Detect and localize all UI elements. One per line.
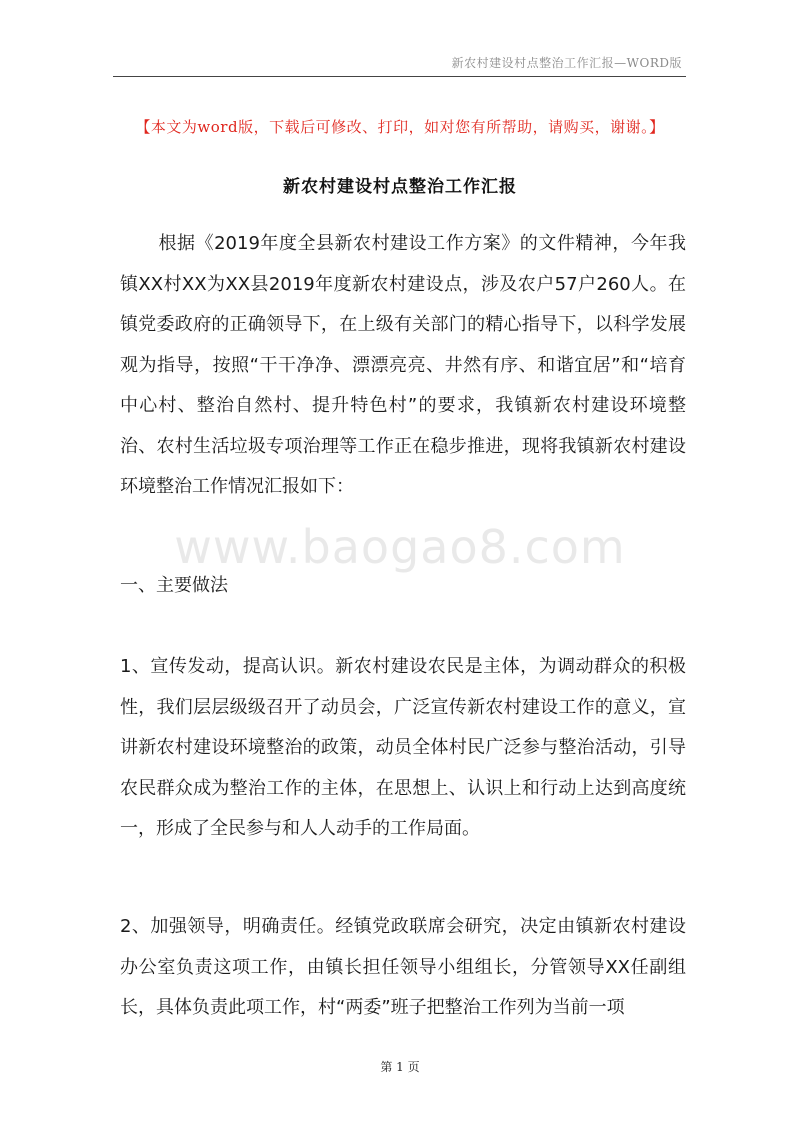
word-version-notice: 【本文为word版，下载后可修改、打印，如对您有所帮助，请购买，谢谢。】 — [135, 118, 665, 136]
item-2-paragraph: 2、加强领导，明确责任。经镇党政联席会研究，决定由镇新农村建设办公室负责这项工作，由镇长担任领导小组组长，分管领导XX任副组长，具体负责此项工作，村“两委”班子把整治工作列为当前一项 — [120, 916, 686, 1018]
section-heading: 一、主要做法 — [120, 575, 228, 596]
watermark-text: www.baogao8.com — [174, 520, 626, 574]
item-1-paragraph: 1、宣传发动，提高认识。新农村建设农民是主体，为调动群众的积极性，我们层层级级召开了动员会，广泛宣传新农村建设工作的意义，宣讲新农村建设环境整治的政策，动员全体村民广泛参与整治活动，引导农民群众成为整治工作的主体，在思想上、认识上和行动上达到高度统一，形成了全民参与和人人动手的工作局面。 — [120, 656, 686, 839]
intro-paragraph — [120, 224, 686, 508]
page-number: 第 1 页 — [380, 1060, 420, 1074]
header-divider — [113, 76, 686, 77]
intro-text: 根据《2019年度全县新农村建设工作方案》的文件精神，今年我镇XX村XX为XX县2019年度新农村建设点，涉及农户57户260人。在镇党委政府的正确领导下，在上级有关部门的精心指导下，以科学发展观为指导，按照“干干净净、漂漂亮亮、井然有序、和谐宜居”和“培育中心村、整治自然村、提升特色村”的要求，我镇新农村建设环境整治、农村生活垃圾专项治理等工作正在稳步推进，现将我镇新农村建设环境整治工作情况汇报如下： — [120, 233, 686, 497]
document-title: 新农村建设村点整治工作汇报 — [283, 177, 517, 197]
running-header: 新农村建设村点整治工作汇报—WORD版 — [451, 56, 682, 70]
